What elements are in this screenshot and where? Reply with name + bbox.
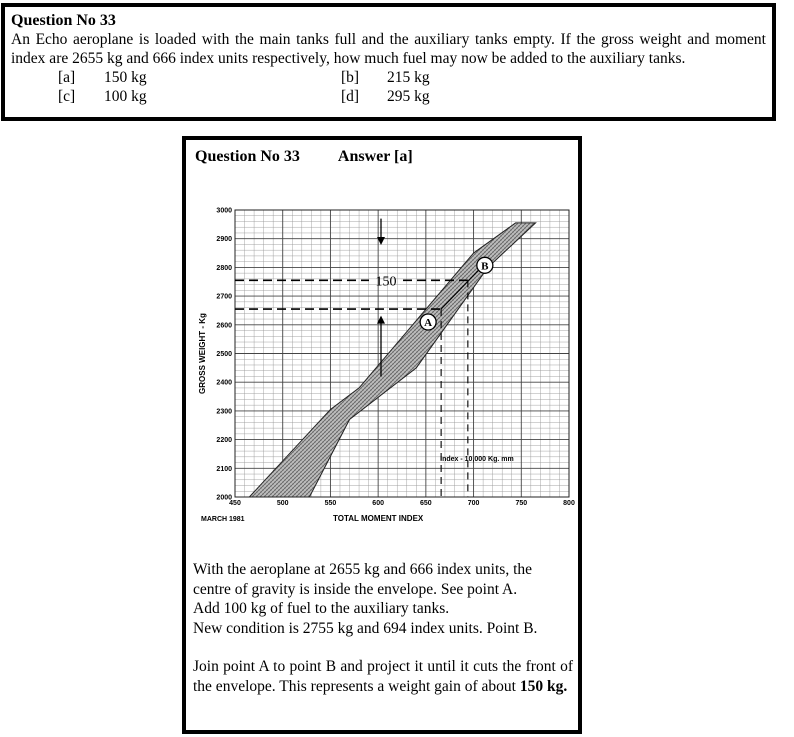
option-value: 295 kg [387, 88, 430, 105]
x-tick-label: 750 [515, 500, 528, 507]
cg-envelope-chart [191, 198, 576, 528]
option-a[interactable] [58, 69, 147, 87]
option-label: [b] [341, 69, 360, 86]
conclusion [193, 657, 573, 696]
option-label: [d] [341, 88, 360, 105]
explanation-line: Add 100 kg of fuel to the auxiliary tanks. [193, 600, 450, 617]
y-axis-label: GROSS WEIGHT - Kg [198, 313, 207, 394]
option-c[interactable] [58, 88, 147, 106]
point-label-b: B [481, 260, 489, 273]
y-tick-label: 2200 [216, 437, 232, 445]
explanation-line: With the aeroplane at 2655 kg and 666 index units, the centre of gravity is inside the envelope. See point A. [193, 561, 533, 598]
answer-title: Question No 33 [195, 148, 300, 165]
options-list [11, 68, 766, 108]
option-label: [c] [58, 88, 76, 105]
y-tick-label: 2800 [216, 264, 232, 272]
conclusion-text: Join point A to point B and project it until it cuts the front of the envelope. This represents a weight gain of about [193, 658, 573, 695]
y-tick-label: 2600 [216, 322, 232, 330]
question-text: An Echo aeroplane is loaded with the main tanks full and the auxiliary tanks empty. If the gross weight and moment index are 2655 kg and 666 index units respectively, how much fuel may now be added to the auxiliary tanks. [11, 31, 766, 67]
y-tick-label: 2300 [216, 408, 232, 416]
option-b[interactable] [341, 69, 430, 87]
y-tick-label: 2400 [216, 379, 232, 387]
y-tick-label: 2500 [216, 351, 232, 358]
answer-header [195, 148, 413, 166]
explanation-line: New condition is 2755 kg and 694 index units. Point B. [193, 619, 538, 637]
option-value: 150 kg [104, 69, 147, 86]
option-value: 100 kg [104, 88, 147, 105]
y-tick-label: 2000 [216, 494, 232, 502]
chart-footnote: MARCH 1981 [201, 516, 245, 523]
x-tick-label: 450 [229, 500, 241, 507]
x-tick-label: 650 [420, 500, 432, 507]
y-tick-label: 2100 [216, 465, 232, 473]
y-tick-label: 2900 [216, 236, 232, 244]
weight-gain-label: 150 [375, 274, 397, 290]
x-tick-label: 700 [467, 500, 480, 507]
question-title: Question No 33 [11, 12, 116, 29]
question-box [1, 3, 776, 121]
x-tick-label: 550 [324, 500, 337, 507]
x-tick-label: 500 [276, 500, 289, 507]
option-value: 215 kg [387, 69, 430, 86]
option-d[interactable] [341, 88, 430, 106]
explanation [193, 560, 573, 696]
answer-box [182, 136, 582, 734]
option-label: [a] [58, 69, 76, 86]
index-note: Index - 10,000 Kg. mm [440, 456, 514, 464]
x-tick-label: 600 [372, 500, 384, 507]
x-axis-label: TOTAL MOMENT INDEX [333, 514, 424, 523]
x-tick-label: 800 [563, 500, 575, 507]
point-label-a: A [424, 317, 433, 330]
y-tick-label: 2700 [216, 293, 232, 301]
conclusion-bold: 150 kg. [519, 677, 568, 695]
y-tick-label: 3000 [216, 207, 232, 215]
answer-label: Answer [a] [337, 148, 413, 165]
